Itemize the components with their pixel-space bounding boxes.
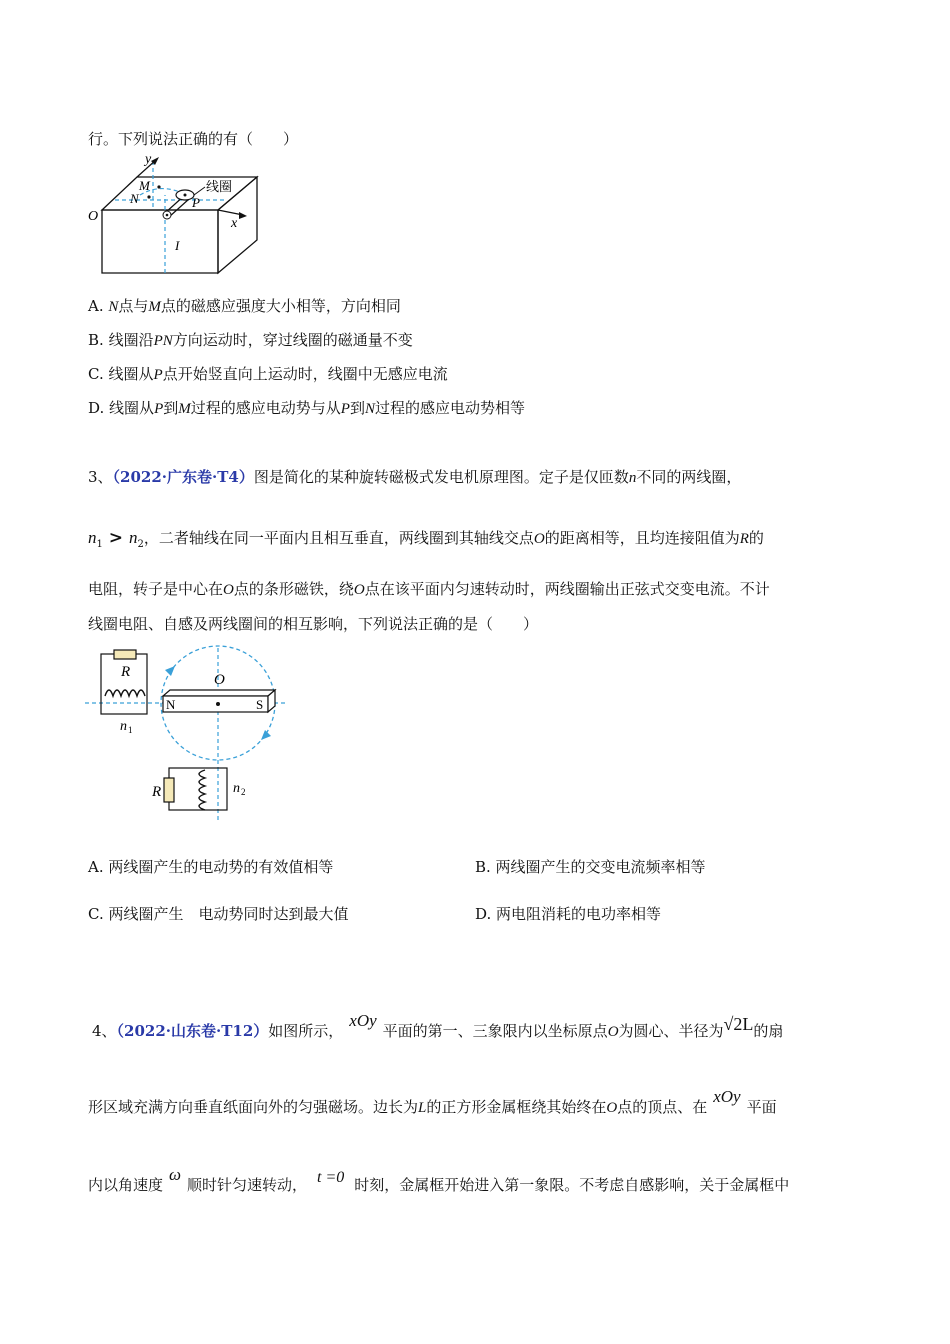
q3-fig-R-top: R (121, 664, 131, 680)
q2-fig-P: P (192, 195, 200, 210)
q3-line-2: $n_1 > n_2$，二者轴线在同一平面内且相互垂直，两线圈到其轴线交点O的距离相等，且均连接阻值为R的 (88, 528, 764, 550)
q2-fig-O: O (88, 209, 99, 224)
q2-option-d: D. 线圈从P到M过程的感应电动势与从P到N过程的感应电动势相等 (88, 399, 525, 417)
q2-fig-N: N (130, 191, 139, 206)
q3-fig-S: S (256, 697, 264, 712)
q3-option-d: D. 两电阻消耗的电功率相等 (475, 905, 662, 923)
q2-option-a: A. N点与M点的磁感应强度大小相等，方向相同 (88, 297, 401, 315)
q3-option-b: B. 两线圈产生的交变电流频率相等 (475, 858, 706, 876)
q3-line-4: 线圈电阻、自感及两线圈间的相互影响，下列说法正确的是（ ） (88, 615, 539, 633)
q2-stem-tail: 行。下列说法正确的有（ ） (88, 130, 299, 148)
q3-fig-R-bottom: R (152, 784, 162, 800)
q4-line-3: 内以角速度ω顺时针匀速转动， t =0 时刻，金属框开始进入第一象限。不考虑自感影响，关于金属框中 (88, 1165, 790, 1194)
q3-figure (85, 648, 285, 823)
q2-option-c: C. 线圈从P点开始竖直向上运动时，线圈中无感应电流 (88, 365, 448, 383)
q2-fig-I: I (175, 238, 180, 253)
q4-line-2: 形区域充满方向垂直纸面向外的匀强磁场。边长为L的正方形金属框绕其始终在O点的顶点、在xOy平面 (88, 1087, 777, 1116)
q2-fig-M: M (139, 178, 150, 193)
q3-fig-n2: n (233, 781, 240, 796)
q3-source: （2022·广东卷·T4） (112, 468, 254, 486)
q3-fig-O: O (214, 672, 225, 688)
q2-figure (85, 152, 265, 280)
q3-fig-n1-sub: 1 (128, 725, 133, 735)
q3-fig-N: N (166, 697, 176, 712)
q3-option-c: C. 两线圈产生 电动势同时达到最大值 (88, 905, 349, 923)
q2-fig-y: y (145, 152, 152, 167)
q3-line-3: 电阻，转子是中心在O点的条形磁铁，绕O点在该平面内匀速转动时，两线圈输出正弦式交变电流。不计 (88, 580, 770, 598)
q2-fig-x: x (231, 216, 238, 231)
q4-source: （2022·山东卷·T12） (116, 1022, 269, 1040)
q2-option-b: B. 线圈沿PN方向运动时，穿过线圈的磁通量不变 (88, 331, 413, 349)
q3-line-1: 3、（2022·广东卷·T4）图是简化的某种旋转磁极式发电机原理图。定子是仅匝数n不同的两线圈， (88, 468, 742, 486)
q3-fig-n1: n (120, 719, 127, 734)
q4-line-1: 4、（2022·山东卷·T12）如图所示，xOy平面的第一、三象限内以坐标原点O为圆心、半径为√2L的扇 (92, 1011, 784, 1040)
q3-fig-n2-sub: 2 (241, 787, 246, 797)
q2-fig-coil: 线圈 (206, 180, 233, 195)
q3-option-a: A. 两线圈产生的电动势的有效值相等 (88, 858, 334, 876)
